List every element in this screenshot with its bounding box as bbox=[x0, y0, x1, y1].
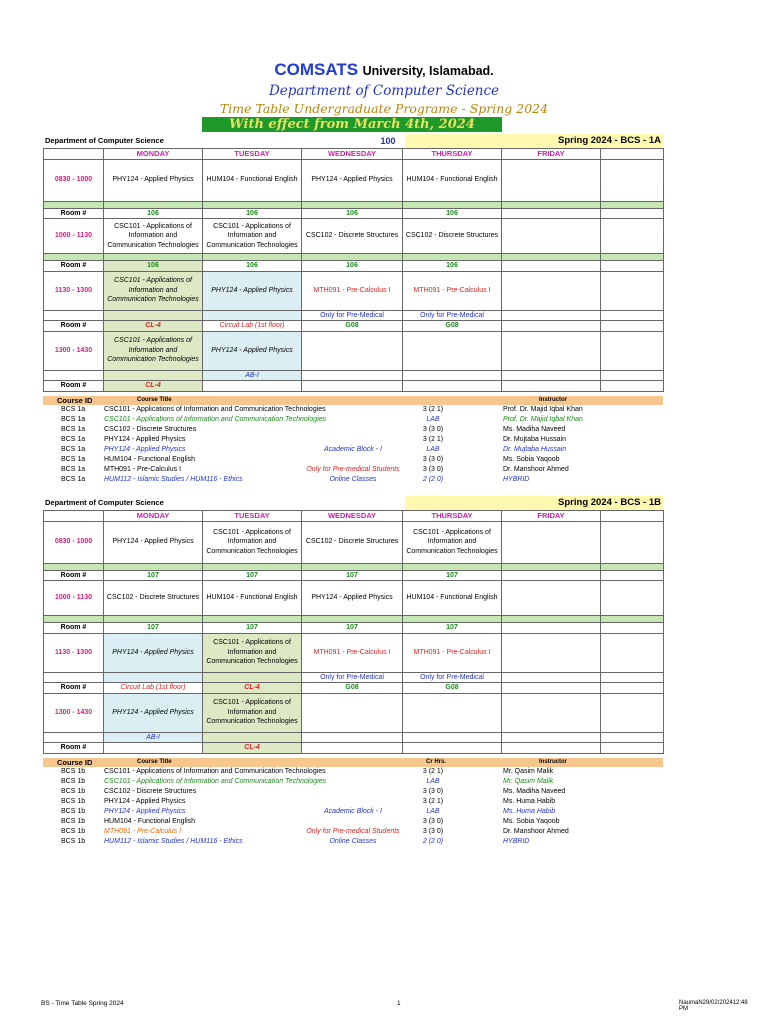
course-row bbox=[43, 817, 663, 827]
course-row bbox=[43, 455, 663, 465]
class-cell-lab: PHY124 - Applied Physics bbox=[203, 331, 302, 370]
credit-hours: 3 (3 0) bbox=[422, 456, 444, 463]
room-cell: 107 bbox=[203, 570, 302, 581]
course-title: CSC101 - Applications of Information and Communication Technologies bbox=[104, 406, 326, 413]
course-id: BCS 1a bbox=[61, 426, 86, 433]
class-note: AB-I bbox=[104, 732, 203, 743]
semester-label: Spring 2024 - BCS - 1A bbox=[558, 135, 661, 146]
course-id: BCS 1a bbox=[61, 436, 86, 443]
class-cell-lab: PHY124 - Applied Physics bbox=[104, 633, 203, 672]
credit-hours: LAB bbox=[426, 416, 440, 423]
instructor: Prof. Dr. Majid Iqbal Khan bbox=[503, 406, 583, 413]
credit-hours: LAB bbox=[426, 778, 440, 785]
room-label: Room # bbox=[44, 570, 104, 581]
course-id: BCS 1b bbox=[61, 778, 86, 785]
course-id: BCS 1a bbox=[61, 446, 86, 453]
credit-hours: 3 (2 1) bbox=[422, 768, 444, 775]
credit-hours: 3 (3 0) bbox=[422, 426, 444, 433]
class-note: Only for Pre-Medical bbox=[403, 310, 502, 321]
class-cell: CSC102 - Discrete Structures bbox=[104, 581, 203, 616]
block-department: Department of Computer Science bbox=[45, 498, 164, 507]
course-legend-header bbox=[43, 396, 663, 405]
course-note: Online Classes bbox=[329, 838, 377, 845]
class-cell-lab: CSC101 - Applications of Information and Communication Technologies bbox=[104, 331, 203, 370]
course-title: CSC101 - Applications of Information and Communication Technologies bbox=[104, 416, 327, 423]
block-header bbox=[43, 134, 663, 148]
room-cell: 107 bbox=[403, 570, 502, 581]
course-row bbox=[43, 797, 663, 807]
time-slot: 1300 - 1430 bbox=[44, 693, 104, 732]
class-cell: HUM104 - Functional English bbox=[203, 581, 302, 616]
credit-hours: LAB bbox=[426, 446, 440, 453]
instructor: Mr. Qasim Malik bbox=[503, 768, 554, 775]
course-legend-header bbox=[43, 758, 663, 767]
course-note: Only for Pre-medical Students bbox=[306, 828, 400, 835]
room-cell: CL-4 bbox=[104, 321, 203, 332]
instructor: HYBRID bbox=[503, 476, 530, 483]
course-id: BCS 1b bbox=[61, 828, 86, 835]
course-title: PHY124 - Applied Physics bbox=[104, 808, 186, 815]
room-cell: G08 bbox=[403, 683, 502, 694]
course-id: BCS 1b bbox=[61, 788, 86, 795]
footer-title: BS - Time Table Spring 2024 bbox=[41, 1000, 124, 1007]
instructor: Ms. Sobia Yaqoob bbox=[503, 456, 560, 463]
credit-hours: 3 (3 0) bbox=[422, 788, 444, 795]
course-title: HUM112 - Islamic Studies / HUM116 - Ethics bbox=[104, 838, 243, 845]
room-label: Room # bbox=[44, 261, 104, 272]
course-row bbox=[43, 435, 663, 445]
class-cell: CSC102 - Discrete Structures bbox=[302, 219, 403, 254]
course-id: BCS 1a bbox=[61, 416, 86, 423]
course-note: Academic Block - I bbox=[324, 808, 382, 815]
room-cell: 106 bbox=[203, 261, 302, 272]
course-title: PHY124 - Applied Physics bbox=[104, 446, 186, 453]
room-label: Room # bbox=[44, 321, 104, 332]
time-slot: 0830 - 1000 bbox=[44, 159, 104, 201]
day-tuesday: TUESDAY bbox=[203, 511, 302, 522]
university-name: University, Islamabad. bbox=[362, 64, 494, 78]
semester-label: Spring 2024 - BCS - 1B bbox=[558, 497, 661, 508]
instructor: Ms. Sobia Yaqoob bbox=[503, 818, 560, 825]
day-wednesday: WEDNESDAY bbox=[302, 511, 403, 522]
class-cell: MTH091 - Pre-Calculus I bbox=[302, 633, 403, 672]
instructor: Prof. Dr. Majid Iqbal Khan bbox=[503, 416, 583, 423]
day-thursday: THURSDAY bbox=[403, 149, 502, 160]
course-title: HUM104 - Functional English bbox=[104, 818, 196, 825]
time-slot: 1130 - 1300 bbox=[44, 271, 104, 310]
room-cell: 106 bbox=[302, 261, 403, 272]
course-id: BCS 1b bbox=[61, 768, 86, 775]
course-note: Only for Pre-medical Students bbox=[306, 466, 400, 473]
credit-hours: 3 (3 0) bbox=[422, 818, 444, 825]
day-wednesday: WEDNESDAY bbox=[302, 149, 403, 160]
class-cell: HUM104 - Functional English bbox=[403, 581, 502, 616]
room-cell: CL-4 bbox=[104, 381, 203, 392]
room-cell: 106 bbox=[104, 261, 203, 272]
class-note: Only for Pre-Medical bbox=[302, 672, 403, 683]
course-row bbox=[43, 475, 663, 485]
room-cell: Circuit Lab (1st floor) bbox=[104, 683, 203, 694]
class-cell: PHY124 - Applied Physics bbox=[302, 581, 403, 616]
department-title: Department of Computer Science bbox=[268, 83, 500, 99]
course-title: CSC101 - Applications of Information and Communication Technologies bbox=[104, 768, 326, 775]
course-row bbox=[43, 787, 663, 797]
instructor: Ms. Huma Habib bbox=[503, 808, 556, 815]
block-header bbox=[43, 496, 663, 510]
room-cell: 107 bbox=[302, 570, 403, 581]
col-instructor: Instructor bbox=[539, 397, 568, 403]
class-cell: CSC102 - Discrete Structures bbox=[403, 219, 502, 254]
day-thursday: THURSDAY bbox=[403, 511, 502, 522]
block-department: Department of Computer Science bbox=[45, 136, 164, 145]
brand-name: COMSATS bbox=[274, 60, 359, 79]
course-row bbox=[43, 425, 663, 435]
university-title bbox=[0, 60, 768, 80]
col-course-title: Course Title bbox=[137, 397, 172, 403]
instructor: Dr. Mujtaba Hussain bbox=[503, 446, 567, 453]
col-course-id: Course ID bbox=[57, 396, 93, 405]
time-slot: 1130 - 1300 bbox=[44, 633, 104, 672]
course-row bbox=[43, 807, 663, 817]
col-instructor: Instructor bbox=[539, 759, 568, 765]
class-cell: MTH091 - Pre-Calculus I bbox=[403, 271, 502, 310]
course-title: MTH091 - Pre-Calculus I bbox=[104, 466, 182, 473]
block-room: 100 bbox=[380, 136, 396, 146]
room-cell: 107 bbox=[203, 623, 302, 634]
class-note: AB-I bbox=[203, 370, 302, 381]
course-title: HUM104 - Functional English bbox=[104, 456, 196, 463]
room-label: Room # bbox=[44, 208, 104, 219]
credit-hours: 3 (2 1) bbox=[422, 406, 444, 413]
class-note: Only for Pre-Medical bbox=[302, 310, 403, 321]
room-cell: 107 bbox=[104, 623, 203, 634]
timetable-grid bbox=[43, 510, 664, 754]
credit-hours: LAB bbox=[426, 808, 440, 815]
class-cell-lab: PHY124 - Applied Physics bbox=[104, 693, 203, 732]
credit-hours: 3 (3 0) bbox=[422, 466, 444, 473]
credit-hours: 2 (2 0) bbox=[422, 838, 444, 845]
course-title: CSC102 - Discrete Structures bbox=[104, 426, 197, 433]
course-id: BCS 1a bbox=[61, 476, 86, 483]
instructor: Ms. Madiha Naveed bbox=[503, 426, 566, 433]
instructor: Dr. Manshoor Ahmed bbox=[503, 828, 569, 835]
instructor: Ms. Madiha Naveed bbox=[503, 788, 566, 795]
course-title: CSC101 - Applications of Information and Communication Technologies bbox=[104, 778, 327, 785]
course-row bbox=[43, 827, 663, 837]
effective-date-banner: With effect from March 4th, 2024 bbox=[202, 117, 502, 132]
class-cell: MTH091 - Pre-Calculus I bbox=[403, 633, 502, 672]
instructor: Dr. Manshoor Ahmed bbox=[503, 466, 569, 473]
course-row bbox=[43, 837, 663, 847]
class-cell: CSC102 - Discrete Structures bbox=[302, 521, 403, 563]
room-cell: 107 bbox=[403, 623, 502, 634]
room-cell: 106 bbox=[403, 261, 502, 272]
room-cell: 107 bbox=[104, 570, 203, 581]
course-title: PHY124 - Applied Physics bbox=[104, 798, 186, 805]
class-cell: PHY124 - Applied Physics bbox=[104, 159, 203, 201]
class-cell: MTH091 - Pre-Calculus I bbox=[302, 271, 403, 310]
course-id: BCS 1a bbox=[61, 466, 86, 473]
course-note: Academic Block - I bbox=[324, 446, 382, 453]
room-label: Room # bbox=[44, 683, 104, 694]
course-id: BCS 1b bbox=[61, 838, 86, 845]
room-cell: CL-4 bbox=[203, 683, 302, 694]
course-title: MTH091 - Pre-Calculus I bbox=[104, 828, 182, 835]
room-label: Room # bbox=[44, 623, 104, 634]
course-row bbox=[43, 767, 663, 777]
course-title: CSC102 - Discrete Structures bbox=[104, 788, 197, 795]
room-cell: 106 bbox=[302, 208, 403, 219]
room-cell: G08 bbox=[302, 321, 403, 332]
credit-hours: 2 (2 0) bbox=[422, 476, 444, 483]
day-friday: FRIDAY bbox=[502, 149, 601, 160]
credit-hours: 3 (2 1) bbox=[422, 436, 444, 443]
col-course-title: Course Title bbox=[137, 759, 172, 765]
room-cell: 107 bbox=[302, 623, 403, 634]
course-id: BCS 1a bbox=[61, 406, 86, 413]
room-label: Room # bbox=[44, 743, 104, 754]
class-cell: CSC101 - Applications of Information and Communication Technologies bbox=[403, 521, 502, 563]
course-note: Online Classes bbox=[329, 476, 377, 483]
room-cell: G08 bbox=[302, 683, 403, 694]
time-slot: 1000 - 1130 bbox=[44, 219, 104, 254]
class-cell-lab: CSC101 - Applications of Information and Communication Technologies bbox=[203, 693, 302, 732]
day-monday: MONDAY bbox=[104, 511, 203, 522]
class-cell: PHY124 - Applied Physics bbox=[302, 159, 403, 201]
class-note: Only for Pre-Medical bbox=[403, 672, 502, 683]
class-cell: CSC101 - Applications of Information and Communication Technologies bbox=[104, 219, 203, 254]
course-title: HUM112 - Islamic Studies / HUM116 - Ethics bbox=[104, 476, 243, 483]
room-label: Room # bbox=[44, 381, 104, 392]
course-id: BCS 1a bbox=[61, 456, 86, 463]
class-cell: CSC101 - Applications of Information and Communication Technologies bbox=[203, 219, 302, 254]
room-cell: 106 bbox=[403, 208, 502, 219]
class-cell: HUM104 - Functional English bbox=[403, 159, 502, 201]
time-slot: 1300 - 1430 bbox=[44, 331, 104, 370]
class-cell: PHY124 - Applied Physics bbox=[104, 521, 203, 563]
course-row bbox=[43, 777, 663, 787]
class-cell-lab: CSC101 - Applications of Information and Communication Technologies bbox=[104, 271, 203, 310]
class-cell: CSC101 - Applications of Information and Communication Technologies bbox=[203, 521, 302, 563]
room-cell: 106 bbox=[104, 208, 203, 219]
course-row bbox=[43, 465, 663, 475]
credit-hours: 3 (3 0) bbox=[422, 828, 444, 835]
day-monday: MONDAY bbox=[104, 149, 203, 160]
course-id: BCS 1b bbox=[61, 818, 86, 825]
instructor: Mr. Qasim Malik bbox=[503, 778, 554, 785]
timetable-grid bbox=[43, 148, 664, 392]
room-cell: 106 bbox=[203, 208, 302, 219]
instructor: HYBRID bbox=[503, 838, 530, 845]
course-row bbox=[43, 445, 663, 455]
class-cell-lab: CSC101 - Applications of Information and Communication Technologies bbox=[203, 633, 302, 672]
course-row bbox=[43, 415, 663, 425]
course-id: BCS 1b bbox=[61, 808, 86, 815]
programme-title: Time Table Undergraduate Programe - Spring 2024 bbox=[219, 101, 549, 116]
col-course-id: Course ID bbox=[57, 758, 93, 767]
instructor: Ms. Huma Habib bbox=[503, 798, 556, 805]
page-number: 1 bbox=[397, 1000, 401, 1007]
class-cell: HUM104 - Functional English bbox=[203, 159, 302, 201]
course-row bbox=[43, 405, 663, 415]
room-cell: CL-4 bbox=[203, 743, 302, 754]
time-slot: 0830 - 1000 bbox=[44, 521, 104, 563]
class-cell-lab: PHY124 - Applied Physics bbox=[203, 271, 302, 310]
day-friday: FRIDAY bbox=[502, 511, 601, 522]
day-tuesday: TUESDAY bbox=[203, 149, 302, 160]
col-credit-hours: Cr Hrs. bbox=[426, 759, 447, 765]
footer-stamp: NaumaN29/02/202412:48 PM bbox=[679, 1000, 748, 1012]
course-title: PHY124 - Applied Physics bbox=[104, 436, 186, 443]
room-cell: Circuit Lab (1st floor) bbox=[203, 321, 302, 332]
credit-hours: 3 (2 1) bbox=[422, 798, 444, 805]
course-id: BCS 1b bbox=[61, 798, 86, 805]
time-slot: 1000 - 1130 bbox=[44, 581, 104, 616]
room-cell: G08 bbox=[403, 321, 502, 332]
instructor: Dr. Mujtaba Hussain bbox=[503, 436, 567, 443]
